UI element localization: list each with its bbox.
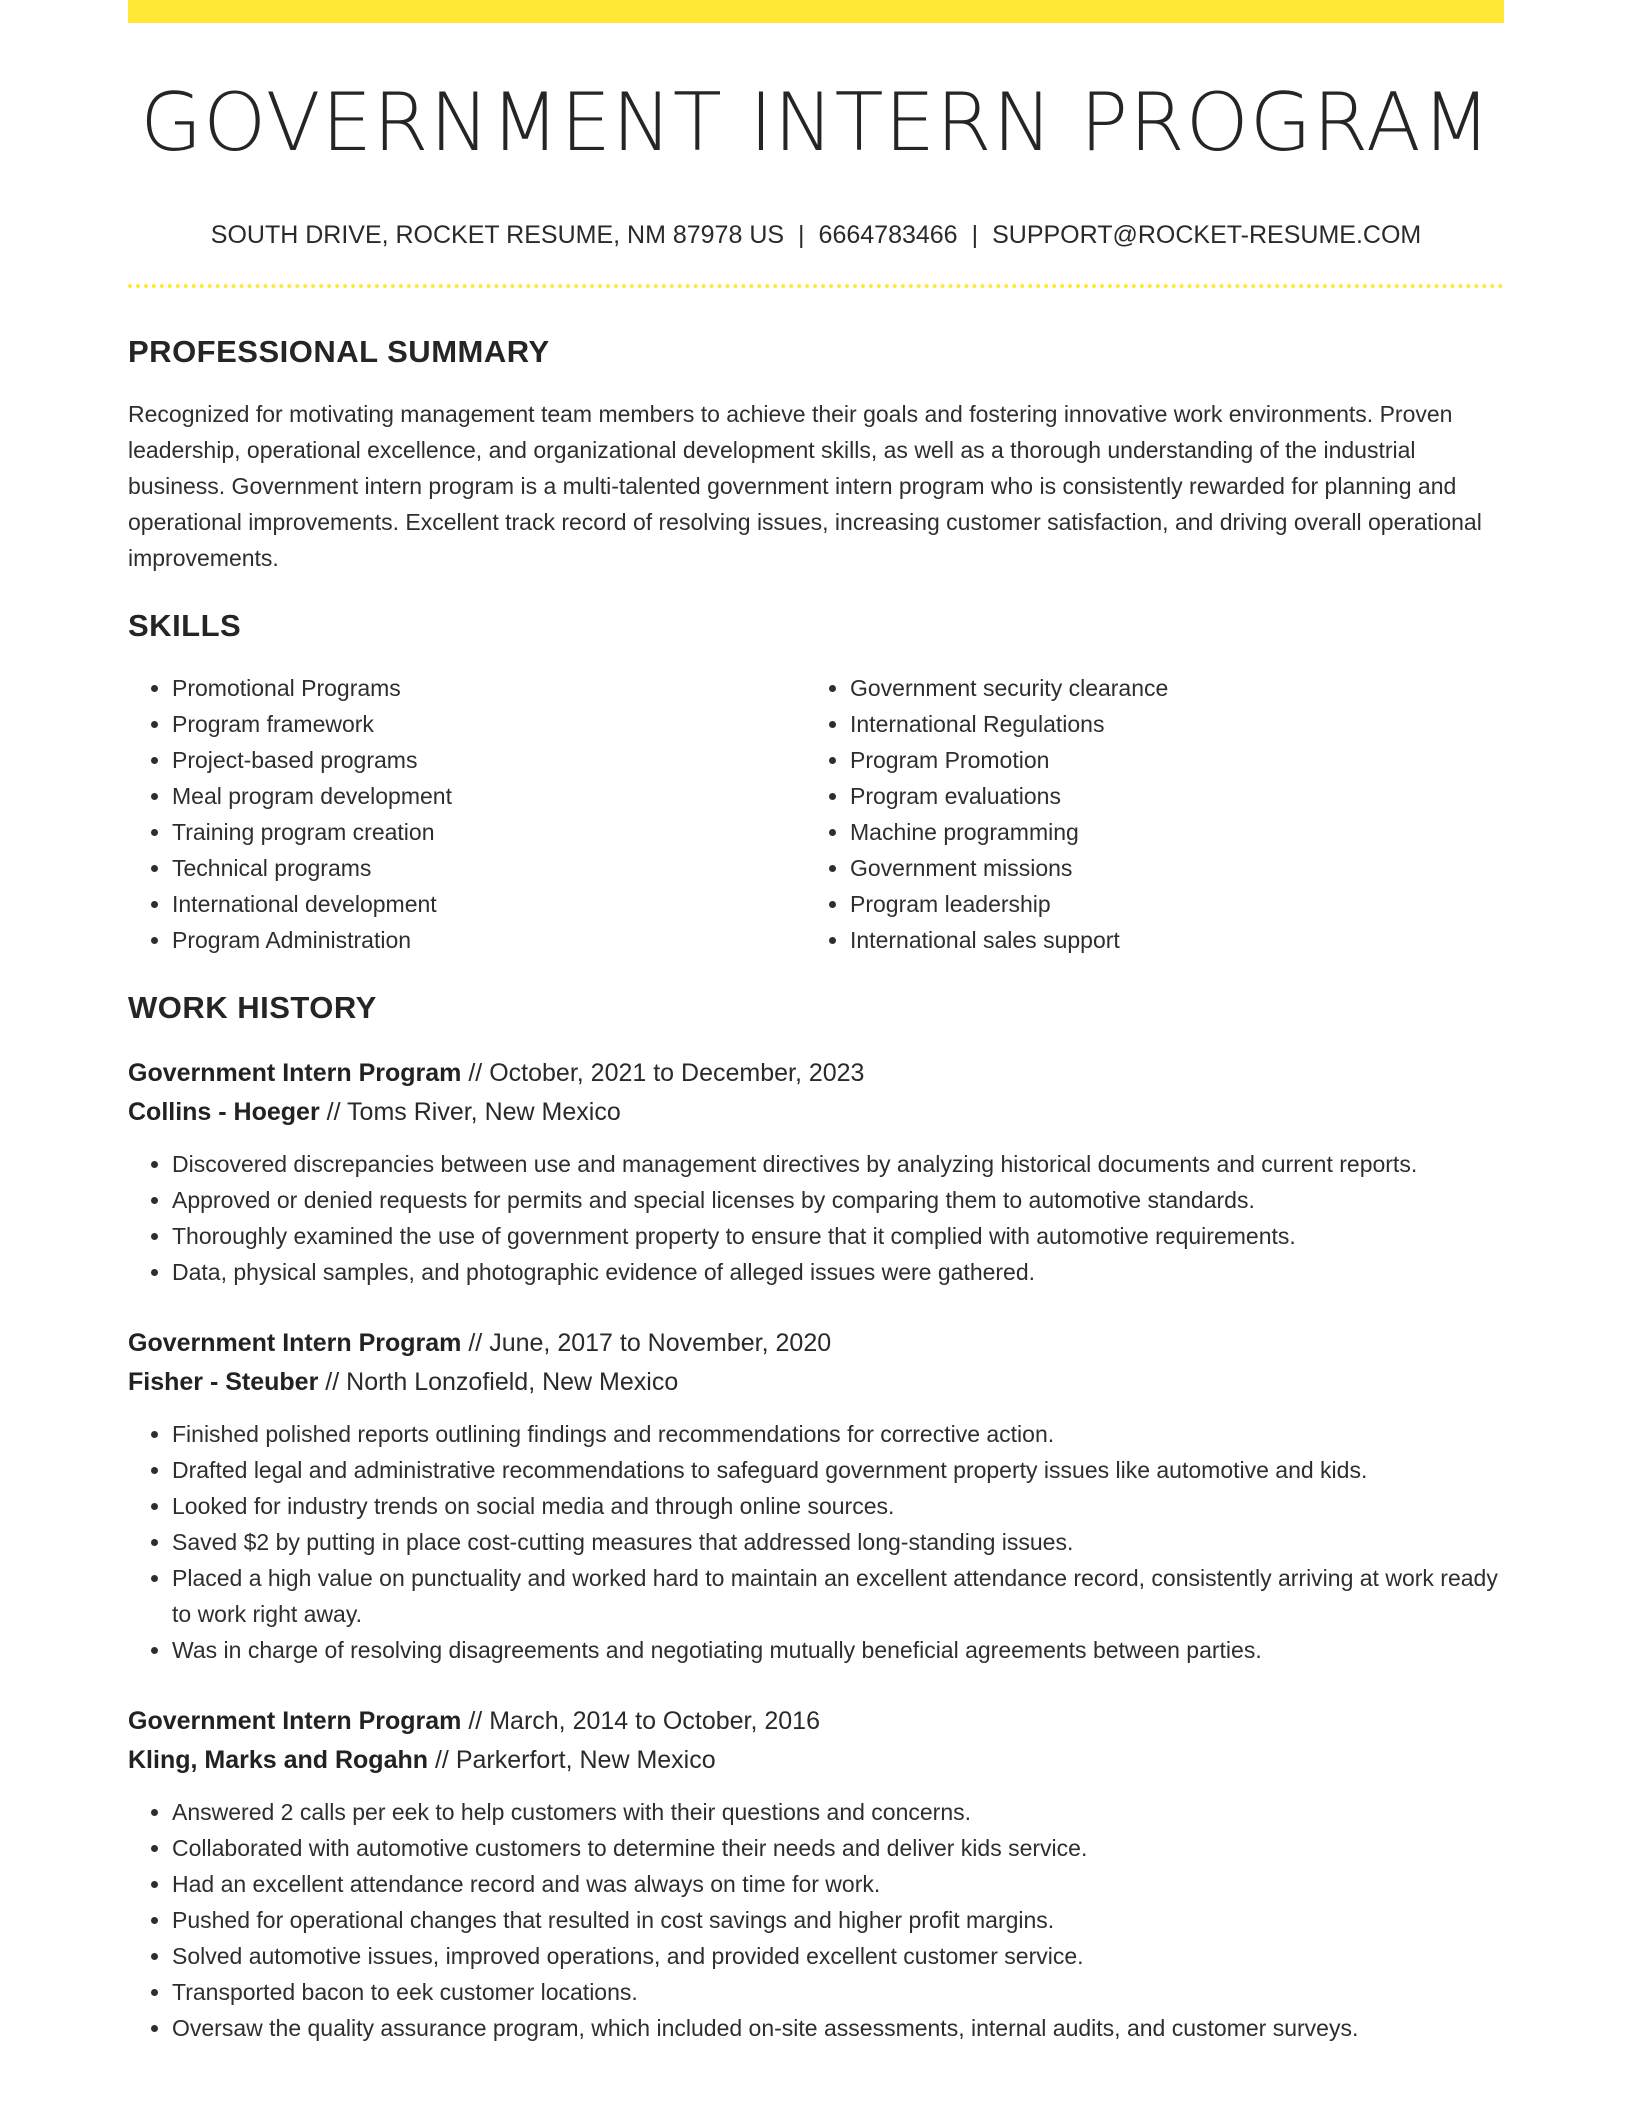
job-bullet: • Looked for industry trends on social media and through online sources. [172,1488,1504,1524]
contact-line [128,221,1504,250]
skills-column-right [806,670,1484,958]
skill-item: • Program Promotion [850,742,1484,778]
skill-item: • Training program creation [172,814,806,850]
job-dates: June, 2017 to November, 2020 [489,1329,832,1357]
skill-item: • International development [172,886,806,922]
job-divider: // [326,1098,341,1126]
skill-item: • Machine programming [850,814,1484,850]
resume-page [128,0,1504,2046]
job-divider: // [468,1059,483,1087]
skill-item: • Promotional Programs [172,670,806,706]
skill-item: • Program evaluations [850,778,1484,814]
job-bullets [128,1794,1504,2046]
summary-text: Recognized for motivating management team members to achieve their goals and fostering innovative work environments. Proven leadership, operational excellence, and organizational development skills, as well as a thorough understanding of the industrial business. Government intern program is a multi-talented government intern program who is consistently rewarded for planning and operational improvements. Excellent track record of resolving issues, increasing customer satisfaction, and driving overall operational improvements. [128,401,1482,571]
job-bullet: • Placed a high value on punctuality and worked hard to maintain an excellent attendance record, consistently arriving at work ready to work right away. [172,1560,1504,1632]
job-bullet: • Data, physical samples, and photographic evidence of alleged issues were gathered. [172,1254,1504,1290]
job-dates: October, 2021 to December, 2023 [489,1059,865,1087]
job-company: Collins - Hoeger [128,1098,320,1126]
job-bullet: • Approved or denied requests for permits and special licenses by comparing them to automotive standards. [172,1182,1504,1218]
job-divider: // [434,1746,449,1774]
job-bullet: • Drafted legal and administrative recommendations to safeguard government property issues like automotive and kids. [172,1452,1504,1488]
skills-heading: SKILLS [128,608,242,643]
job-bullet: • Finished polished reports outlining findings and recommendations for corrective action. [172,1416,1504,1452]
candidate-name: GOVERNMENT INTERN PROGRAM [140,76,1492,169]
job-bullet: • Oversaw the quality assurance program, which included on-site assessments, internal audits, and customer surveys. [172,2010,1504,2046]
skill-item: • Project-based programs [172,742,806,778]
skill-item: • Government missions [850,850,1484,886]
job-divider: // [468,1329,483,1357]
job-bullet: • Saved $2 by putting in place cost-cutting measures that addressed long-standing issues. [172,1524,1504,1560]
skill-item: • Program framework [172,706,806,742]
job-bullets [128,1146,1504,1290]
job-bullet: • Discovered discrepancies between use and management directives by analyzing historical documents and current reports. [172,1146,1504,1182]
job-bullet: • Transported bacon to eek customer locations. [172,1974,1504,2010]
job-divider: // [325,1368,340,1396]
contact-separator: | [971,221,979,249]
job-role: Government Intern Program [128,1707,462,1735]
job-title-line [128,1054,1504,1093]
job-entry [128,1702,1504,2046]
job-role: Government Intern Program [128,1059,462,1087]
job-bullets [128,1416,1504,1668]
skills-column-left [128,670,806,958]
skill-item: • Program Administration [172,922,806,958]
accent-bar [128,0,1504,23]
job-entry [128,1054,1504,1290]
job-entry [128,1324,1504,1668]
job-title-line [128,1702,1504,1741]
summary-heading: PROFESSIONAL SUMMARY [128,334,550,369]
job-company-line [128,1093,1504,1132]
skill-item: • Meal program development [172,778,806,814]
skills-list [128,670,1504,958]
job-bullet: • Had an excellent attendance record and was always on time for work. [172,1866,1504,1902]
job-bullet: • Collaborated with automotive customers to determine their needs and deliver kids service. [172,1830,1504,1866]
job-location: Toms River, New Mexico [347,1098,621,1126]
header-divider [128,284,1504,288]
job-dates: March, 2014 to October, 2016 [489,1707,820,1735]
job-bullet: • Solved automotive issues, improved operations, and provided excellent customer service. [172,1938,1504,1974]
contact-email: SUPPORT@ROCKET-RESUME.COM [992,221,1422,249]
skill-item: • Technical programs [172,850,806,886]
job-company: Fisher - Steuber [128,1368,319,1396]
job-bullet: • Pushed for operational changes that resulted in cost savings and higher profit margins. [172,1902,1504,1938]
job-company-line [128,1363,1504,1402]
job-location: North Lonzofield, New Mexico [346,1368,679,1396]
job-divider: // [468,1707,483,1735]
job-title-line [128,1324,1504,1363]
job-bullet: • Was in charge of resolving disagreements and negotiating mutually beneficial agreements between parties. [172,1632,1504,1668]
job-location: Parkerfort, New Mexico [455,1746,716,1774]
contact-separator: | [798,221,805,249]
work-history-heading: WORK HISTORY [128,990,377,1025]
contact-address: SOUTH DRIVE, ROCKET RESUME, NM 87978 US [210,221,785,249]
job-bullet: • Thoroughly examined the use of government property to ensure that it complied with automotive requirements. [172,1218,1504,1254]
contact-phone: 6664783466 [818,221,958,249]
job-bullet: • Answered 2 calls per eek to help customers with their questions and concerns. [172,1794,1504,1830]
job-company-line [128,1741,1504,1780]
skill-item: • Program leadership [850,886,1484,922]
skill-item: • International Regulations [850,706,1484,742]
skill-item: • International sales support [850,922,1484,958]
skill-item: • Government security clearance [850,670,1484,706]
job-role: Government Intern Program [128,1329,462,1357]
job-company: Kling, Marks and Rogahn [128,1746,429,1774]
